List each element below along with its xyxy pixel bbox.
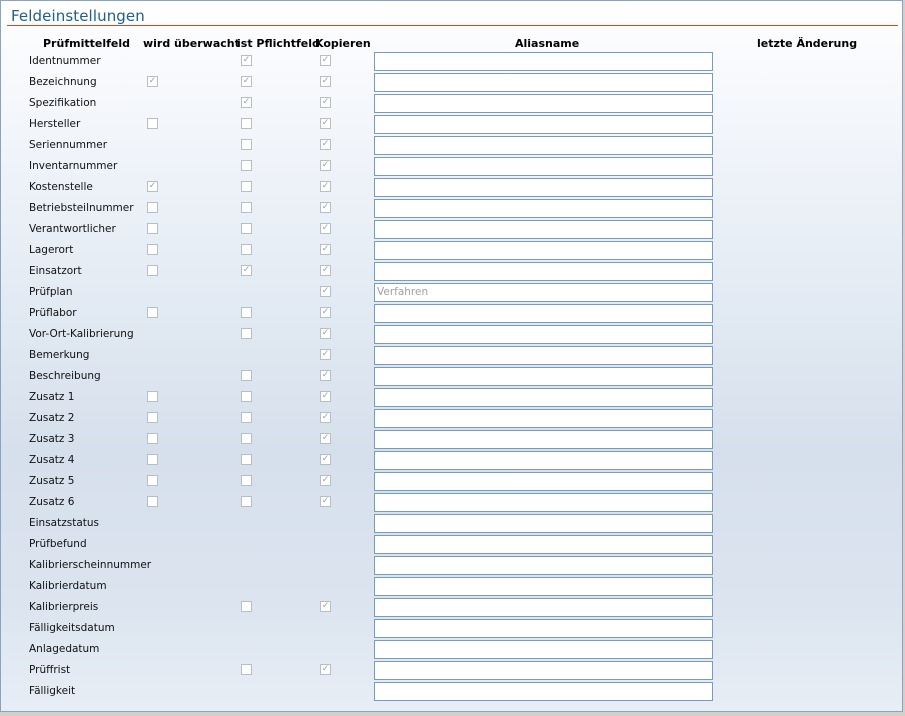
copy-checkbox[interactable]: ✓ — [321, 76, 330, 86]
field-label: Prüfbefund — [29, 538, 87, 550]
field-label: Spezifikation — [29, 97, 97, 109]
field-label: Zusatz 5 — [29, 475, 75, 487]
alias-input[interactable] — [374, 157, 713, 176]
alias-input[interactable] — [374, 115, 713, 134]
copy-checkbox[interactable]: ✓ — [321, 496, 330, 506]
field-label: Prüfplan — [29, 286, 73, 298]
alias-input[interactable] — [374, 94, 713, 113]
column-header-field: Prüfmittelfeld — [43, 37, 130, 50]
monitored-checkbox[interactable] — [147, 391, 158, 402]
field-label: Bemerkung — [29, 349, 90, 361]
field-label: Bezeichnung — [29, 76, 97, 88]
alias-input[interactable] — [374, 472, 713, 491]
column-header-monitored: wird überwacht — [143, 37, 240, 50]
copy-checkbox[interactable]: ✓ — [321, 475, 330, 485]
monitored-checkbox[interactable] — [147, 223, 158, 234]
table-row — [1, 303, 901, 324]
field-label: Fälligkeitsdatum — [29, 622, 115, 634]
alias-input[interactable] — [374, 640, 713, 659]
monitored-checkbox[interactable] — [147, 412, 158, 423]
required-checkbox[interactable] — [241, 496, 252, 507]
title-divider — [7, 25, 898, 26]
copy-checkbox[interactable]: ✓ — [321, 118, 330, 128]
required-checkbox[interactable] — [241, 391, 252, 402]
alias-input[interactable] — [374, 430, 713, 449]
required-checkbox[interactable] — [241, 370, 252, 381]
copy-checkbox[interactable]: ✓ — [321, 391, 330, 401]
required-checkbox[interactable] — [241, 601, 252, 612]
table-row — [1, 219, 901, 240]
required-checkbox[interactable] — [241, 475, 252, 486]
alias-input[interactable] — [374, 178, 713, 197]
copy-checkbox[interactable]: ✓ — [321, 265, 330, 275]
monitored-checkbox[interactable]: ✓ — [148, 181, 157, 191]
required-checkbox[interactable] — [241, 454, 252, 465]
field-label: Fälligkeit — [29, 685, 76, 697]
alias-input[interactable] — [374, 262, 713, 281]
required-checkbox[interactable]: ✓ — [242, 97, 251, 107]
table-row — [1, 408, 901, 429]
column-header-copy: Kopieren — [315, 37, 371, 50]
field-label: Prüffrist — [29, 664, 71, 676]
alias-input[interactable] — [374, 535, 713, 554]
table-row — [1, 261, 901, 282]
required-checkbox[interactable] — [241, 307, 252, 318]
table-row — [1, 366, 901, 387]
field-label: Einsatzstatus — [29, 517, 100, 529]
alias-input[interactable] — [374, 73, 713, 92]
required-checkbox[interactable] — [241, 160, 252, 171]
copy-checkbox[interactable]: ✓ — [321, 97, 330, 107]
required-checkbox[interactable] — [241, 223, 252, 234]
alias-input[interactable]: Verfahren — [374, 283, 713, 302]
alias-input[interactable] — [374, 241, 713, 260]
alias-input[interactable] — [374, 514, 713, 533]
field-label: Beschreibung — [29, 370, 101, 382]
required-checkbox[interactable]: ✓ — [242, 76, 251, 86]
table-row — [1, 429, 901, 450]
table-row — [1, 345, 901, 366]
required-checkbox[interactable] — [241, 118, 252, 129]
copy-checkbox[interactable]: ✓ — [321, 286, 330, 296]
alias-input[interactable] — [374, 451, 713, 470]
field-label: Lagerort — [29, 244, 74, 256]
required-checkbox[interactable]: ✓ — [242, 265, 251, 275]
copy-checkbox[interactable]: ✓ — [321, 139, 330, 149]
monitored-checkbox[interactable] — [147, 475, 158, 486]
table-row — [1, 177, 901, 198]
monitored-checkbox[interactable] — [147, 496, 158, 507]
table-row — [1, 597, 901, 618]
copy-checkbox[interactable]: ✓ — [321, 328, 330, 338]
table-row — [1, 450, 901, 471]
alias-input[interactable] — [374, 52, 713, 71]
alias-input[interactable] — [374, 220, 713, 239]
field-label: Kalibrierpreis — [29, 601, 99, 613]
page-title: Feldeinstellungen — [11, 7, 145, 25]
table-row — [1, 198, 901, 219]
copy-checkbox[interactable]: ✓ — [321, 601, 330, 611]
copy-checkbox[interactable]: ✓ — [321, 412, 330, 422]
field-label: Vor-Ort-Kalibrierung — [29, 328, 134, 340]
field-label: Kalibrierdatum — [29, 580, 107, 592]
table-row — [1, 324, 901, 345]
field-label: Anlagedatum — [29, 643, 100, 655]
copy-checkbox[interactable]: ✓ — [321, 223, 330, 233]
copy-checkbox[interactable]: ✓ — [321, 181, 330, 191]
copy-checkbox[interactable]: ✓ — [321, 307, 330, 317]
copy-checkbox[interactable]: ✓ — [321, 664, 330, 674]
alias-input[interactable] — [374, 493, 713, 512]
table-row — [1, 618, 901, 639]
required-checkbox[interactable] — [241, 328, 252, 339]
table-row — [1, 555, 901, 576]
required-checkbox[interactable] — [241, 412, 252, 423]
copy-checkbox[interactable]: ✓ — [321, 370, 330, 380]
table-row — [1, 387, 901, 408]
monitored-checkbox[interactable] — [147, 433, 158, 444]
field-label: Identnummer — [29, 55, 101, 67]
field-label: Betriebsteilnummer — [29, 202, 134, 214]
copy-checkbox[interactable]: ✓ — [321, 454, 330, 464]
copy-checkbox[interactable]: ✓ — [321, 349, 330, 359]
copy-checkbox[interactable]: ✓ — [321, 433, 330, 443]
field-label: Einsatzort — [29, 265, 82, 277]
monitored-checkbox[interactable] — [147, 202, 158, 213]
alias-input[interactable] — [374, 598, 713, 617]
field-label: Zusatz 3 — [29, 433, 75, 445]
table-row — [1, 51, 901, 72]
copy-checkbox[interactable]: ✓ — [321, 55, 330, 65]
table-row — [1, 534, 901, 555]
table-row — [1, 93, 901, 114]
alias-input[interactable] — [374, 367, 713, 386]
required-checkbox[interactable] — [241, 139, 252, 150]
monitored-checkbox[interactable]: ✓ — [148, 76, 157, 86]
copy-checkbox[interactable]: ✓ — [321, 244, 330, 254]
field-label: Zusatz 4 — [29, 454, 75, 466]
field-label: Kalibrierscheinnummer — [29, 559, 152, 571]
alias-input[interactable] — [374, 682, 713, 701]
table-row — [1, 471, 901, 492]
copy-checkbox[interactable]: ✓ — [321, 202, 330, 212]
required-checkbox[interactable] — [241, 202, 252, 213]
field-label: Inventarnummer — [29, 160, 118, 172]
table-row — [1, 681, 901, 702]
table-row — [1, 156, 901, 177]
required-checkbox[interactable] — [241, 664, 252, 675]
monitored-checkbox[interactable] — [147, 244, 158, 255]
alias-input[interactable] — [374, 136, 713, 155]
alias-input[interactable] — [374, 304, 713, 323]
alias-input[interactable] — [374, 346, 713, 365]
alias-input[interactable] — [374, 325, 713, 344]
field-label: Seriennummer — [29, 139, 108, 151]
alias-input[interactable] — [374, 661, 713, 680]
column-header-required: ist Pflichtfeld — [237, 37, 320, 50]
table-row — [1, 135, 901, 156]
column-header-alias: Aliasname — [515, 37, 580, 50]
monitored-checkbox[interactable] — [147, 265, 158, 276]
monitored-checkbox[interactable] — [147, 118, 158, 129]
table-row — [1, 72, 901, 93]
required-checkbox[interactable] — [241, 244, 252, 255]
monitored-checkbox[interactable] — [147, 454, 158, 465]
alias-input[interactable] — [374, 619, 713, 638]
field-label: Prüflabor — [29, 307, 77, 319]
table-row — [1, 513, 901, 534]
field-label: Zusatz 6 — [29, 496, 75, 508]
table-row — [1, 114, 901, 135]
alias-input[interactable] — [374, 556, 713, 575]
required-checkbox[interactable] — [241, 181, 252, 192]
field-label: Kostenstelle — [29, 181, 93, 193]
monitored-checkbox[interactable] — [147, 307, 158, 318]
table-row — [1, 240, 901, 261]
alias-input[interactable] — [374, 388, 713, 407]
alias-input[interactable] — [374, 199, 713, 218]
copy-checkbox[interactable]: ✓ — [321, 160, 330, 170]
column-header-last-change: letzte Änderung — [757, 37, 858, 50]
table-row — [1, 639, 901, 660]
table-row — [1, 282, 901, 303]
field-label: Zusatz 2 — [29, 412, 75, 424]
field-label: Zusatz 1 — [29, 391, 75, 403]
table-row — [1, 660, 901, 681]
alias-input[interactable] — [374, 577, 713, 596]
table-row — [1, 576, 901, 597]
field-label: Verantwortlicher — [29, 223, 116, 235]
table-row — [1, 492, 901, 513]
alias-input[interactable] — [374, 409, 713, 428]
required-checkbox[interactable] — [241, 433, 252, 444]
required-checkbox[interactable]: ✓ — [242, 55, 251, 65]
field-label: Hersteller — [29, 118, 81, 130]
